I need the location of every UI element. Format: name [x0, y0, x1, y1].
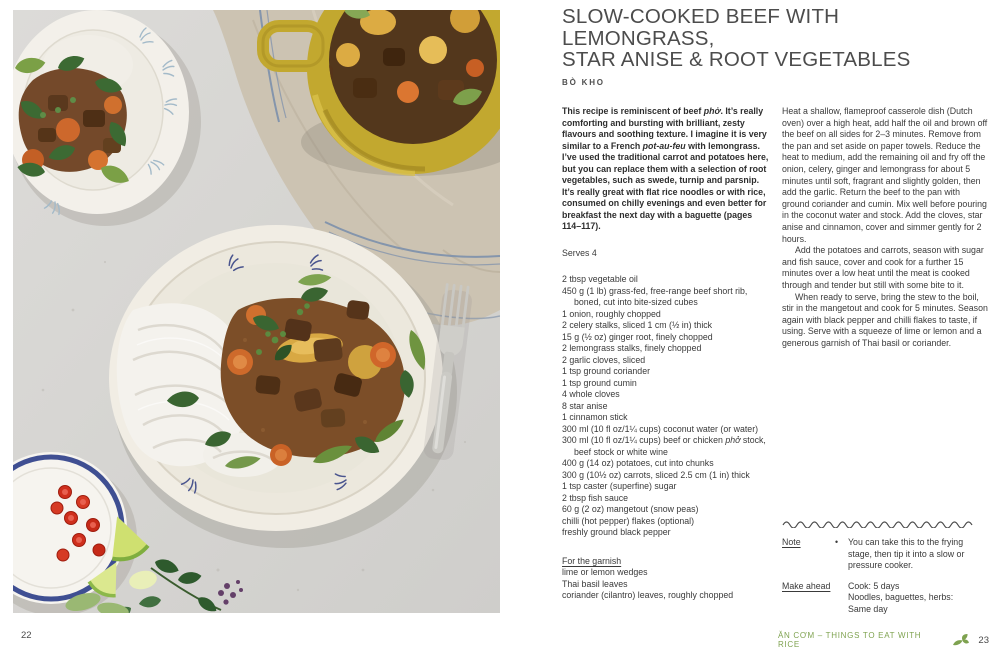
method-paragraph: When ready to serve, bring the stew to the boil, stir in the mangetout and cook for 5 minutes. Season again with black pepper and chilli flakes to taste, if using. Serve with a squeeze of lime or lemon and a generous garnish of Thai basil or coriander. [782, 291, 988, 348]
make-ahead-text [848, 581, 988, 616]
recipe-title-line-1: SLOW-COOKED BEEF WITH LEMONGRASS, [562, 5, 840, 50]
note-label: Note [782, 537, 801, 547]
page-number-right: 23 [978, 634, 989, 646]
garnish-section [562, 556, 770, 602]
garnish-item: Thai basil leaves [562, 578, 628, 589]
method-paragraph: Heat a shallow, flameproof casserole dish (Dutch oven) over a high heat, add half the oil and brown off the beef on all sides for 2–3 minutes. Remove from the pan and set aside on paper towels. Reduce the heat to medium, add the remaining oil and fry off the onion, celery, ginger and lemongrass for about 5 minutes until soft, fragrant and slightly golden, then add the garlic. Return the beef to the pan with ground coriander and cumin. Mix well before pouring in the coconut water and stock. Add the cloves, star anise and cinnamon, cover and simmer gently for 2 hours. [782, 106, 988, 244]
garnish-heading: For the garnish [562, 555, 622, 566]
recipe-photo [13, 10, 500, 613]
recipe-title [562, 6, 994, 71]
recipe-title-line-2: STAR ANISE & ROOT VEGETABLES [562, 48, 911, 71]
ingredient-item: 1 tsp ground coriander [562, 366, 651, 376]
ingredient-item: 2 garlic cloves, sliced [562, 354, 646, 365]
note-text: You can take this to the frying stage, then tip it into a slow or pressure cooker. [848, 537, 965, 571]
page-number-left: 22 [21, 630, 32, 641]
ingredient-item: 4 whole cloves [562, 389, 620, 399]
ingredient-item: 400 g (14 oz) potatoes, cut into chunks [562, 458, 714, 468]
ingredient-item: freshly ground black pepper [562, 527, 671, 537]
ingredient-item: 2 celery stalks, sliced 1 cm (½ in) thick [562, 320, 713, 330]
ingredient-item: 1 tsp ground cumin [562, 377, 637, 388]
right-footer [778, 631, 989, 649]
method-column [782, 106, 988, 349]
ingredient-item: 300 ml (10 fl oz/1¼ cups) coconut water (or water) [562, 423, 759, 434]
garnish-item: lime or lemon wedges [562, 567, 648, 577]
make-ahead-label: Make ahead [782, 580, 831, 591]
chapter-title: ĂN CƠM – THINGS TO EAT WITH RICE [778, 631, 922, 649]
ingredient-item: 2 tbsp vegetable oil [562, 274, 638, 284]
make-ahead-line: Noodles, baguettes, herbs: [848, 592, 954, 603]
ingredients-column [562, 106, 770, 602]
garnish-item: coriander (cilantro) leaves, roughly chopped [562, 590, 734, 600]
make-ahead-line: Cook: 5 days [848, 580, 900, 591]
ingredients-list [562, 274, 770, 539]
food-photo-illustration [13, 10, 500, 613]
ingredient-item: 450 g (1 lb) grass-fed, free-range beef short rib, boned, cut into bite-sized cubes [562, 285, 748, 307]
squiggle-divider [782, 519, 978, 528]
recipe-subtitle: BÒ KHO [562, 77, 605, 87]
notes-section [782, 519, 988, 625]
ingredient-item: 60 g (2 oz) mangetout (snow peas) [562, 504, 699, 514]
ingredient-item: 1 cinnamon stick [562, 412, 628, 422]
note-row [782, 537, 988, 572]
leaf-icon [951, 633, 970, 647]
make-ahead-line: Same day [848, 603, 888, 614]
ingredient-item: 300 ml (10 fl oz/1¼ cups) beef or chicken phở stock, beef stock or white wine [562, 435, 766, 457]
ingredient-item: 1 tsp caster (superfine) sugar [562, 481, 677, 491]
ingredient-item: 2 lemongrass stalks, finely chopped [562, 343, 702, 353]
recipe-intro: This recipe is reminiscent of beef phở. It’s really comforting and bursting with brilliant, zesty flavours and soothing texture. I imagine it is very similar to a French pot-au-feu with lemongrass. I’ve used the traditional carrot and potatoes here, but you can replace them with a selection of root vegetables, such as swede, turnip and parsnip. It’s really great with flat rice noodles or with rice, consumed on chilly evenings and even better for breakfast the next day with a baguette (pages 114–117). [562, 106, 769, 231]
bullet: • [835, 537, 839, 547]
ingredient-item: 15 g (½ oz) ginger root, finely chopped [562, 331, 713, 342]
ingredient-item: 1 onion, roughly chopped [562, 308, 661, 319]
recipe-header [562, 6, 994, 87]
ingredient-item: 2 tbsp fish sauce [562, 492, 629, 503]
ingredient-item: 300 g (10½ oz) carrots, sliced 2.5 cm (1 in) thick [562, 469, 750, 480]
ingredient-item: 8 star anise [562, 400, 608, 411]
make-ahead-row [782, 581, 988, 616]
serves-label: Serves 4 [562, 247, 597, 258]
ingredient-item: chilli (hot pepper) flakes (optional) [562, 515, 695, 526]
method-paragraph: Add the potatoes and carrots, season with sugar and fish sauce, cover and cook for a further 15 minutes over a low heat until the meat is cooked through and tender but still with some bite to it. [782, 245, 984, 290]
